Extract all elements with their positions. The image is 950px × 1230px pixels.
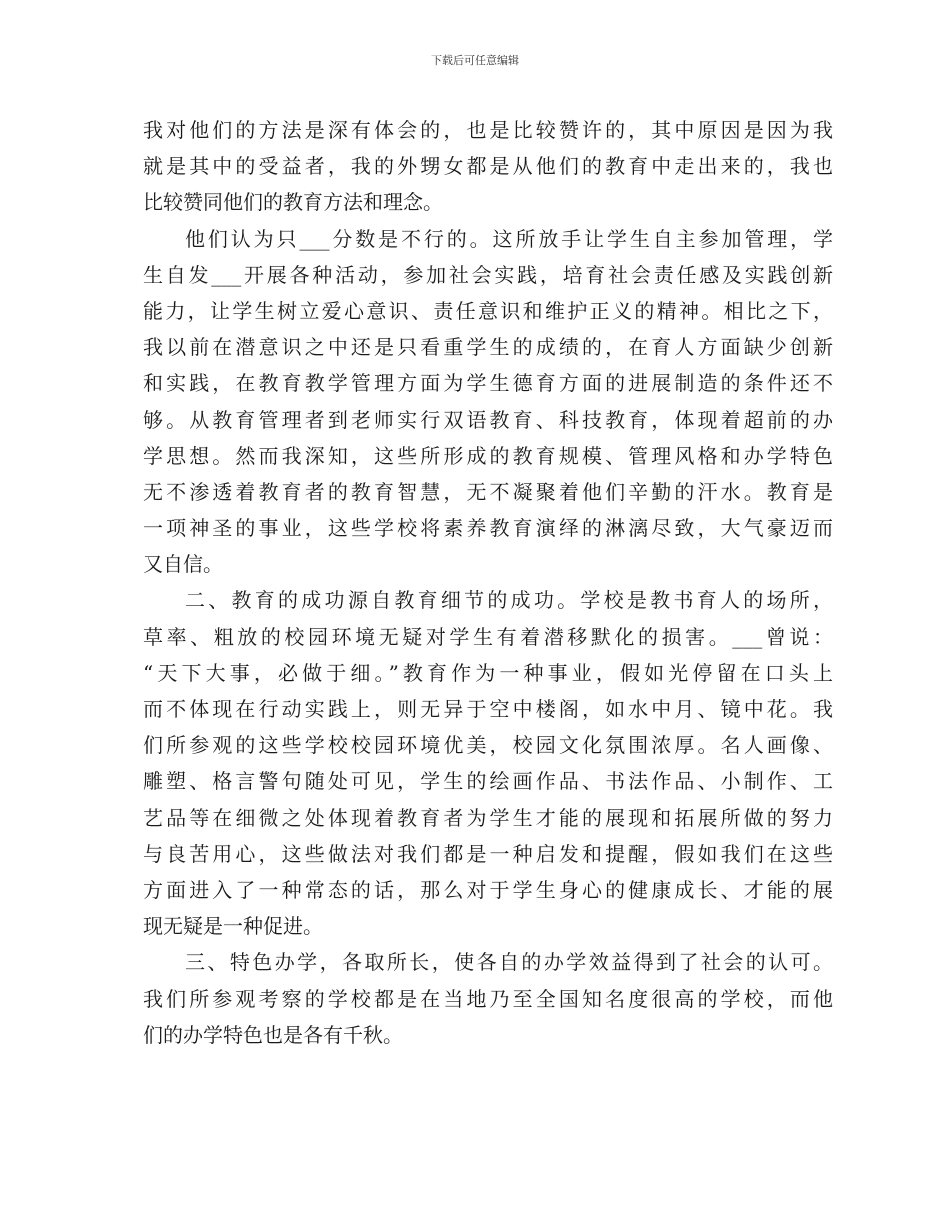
- text-line: 我以前在潜意识之中还是只看重学生的成绩的，在育人方面缺少创新: [143, 335, 833, 360]
- text-line: 现无疑是一种促进。: [143, 914, 323, 939]
- text-line: 与良苦用心，这些做法对我们都是一种启发和提醒，假如我们在这些: [143, 841, 833, 866]
- text-line: 雕塑、格言警句随处可见，学生的绘画作品、书法作品、小制作、工: [143, 769, 833, 794]
- text-line: 能力，让学生树立爱心意识、责任意识和维护正义的精神。相比之下，: [143, 298, 833, 323]
- text-line: 二、教育的成功源自教育细节的成功。学校是教书育人的场所，: [185, 588, 833, 613]
- text-line: 而不体现在行动实践上，则无异于空中楼阁，如水中月、镜中花。我: [143, 697, 833, 721]
- text-line: 方面进入了一种常态的话，那么对于学生身心的健康成长、才能的展: [143, 877, 833, 902]
- text-line: 和实践，在教育教学管理方面为学生德育方面的进展制造的条件还不: [143, 371, 833, 396]
- text-line: 学思想。然而我深知，这些所形成的教育规模、管理风格和办学特色: [143, 443, 833, 468]
- text-line: “天下大事，必做于细。”教育作为一种事业，假如光停留在口头上: [143, 660, 833, 685]
- text-line: 够。从教育管理者到老师实行双语教育、科技教育，体现着超前的办: [143, 407, 833, 432]
- text-line: 们所参观的这些学校校园环境优美，校园文化氛围浓厚。名人画像、: [143, 733, 833, 758]
- text-line: 我们所参观考察的学校都是在当地乃至全国知名度很高的学校，而他: [143, 986, 833, 1011]
- text-line: 艺品等在细微之处体现着教育者为学生才能的展现和拓展所做的努力: [143, 805, 833, 830]
- text-line: 一项神圣的事业，这些学校将素养教育演绎的淋漓尽致，大气豪迈而: [143, 516, 833, 541]
- text-line: 就是其中的受益者，我的外甥女都是从他们的教育中走出来的，我也: [143, 154, 833, 179]
- text-line: 我对他们的方法是深有体会的，也是比较赞许的，其中原因是因为我: [143, 118, 833, 142]
- text-line: 比较赞同他们的教育方法和理念。: [143, 190, 443, 215]
- text-line: 三、特色办学，各取所长，使各自的办学效益得到了社会的认可。: [185, 950, 833, 975]
- text-line: 他们认为只___分数是不行的。这所放手让学生自主参加管理，学: [185, 226, 833, 251]
- page-header: 下载后可任意编辑: [431, 54, 519, 67]
- text-line: 又自信。: [143, 552, 223, 577]
- text-line: 们的办学特色也是各有千秋。: [143, 1022, 403, 1047]
- text-line: 草率、粗放的校园环境无疑对学生有着潜移默化的损害。___曾说：: [143, 624, 833, 649]
- text-line: 无不渗透着教育者的教育智慧，无不凝聚着他们辛勤的汗水。教育是: [143, 479, 833, 504]
- document-body: [143, 112, 833, 1053]
- text-line: 生自发___开展各种活动，参加社会实践，培育社会责任感及实践创新: [143, 262, 833, 287]
